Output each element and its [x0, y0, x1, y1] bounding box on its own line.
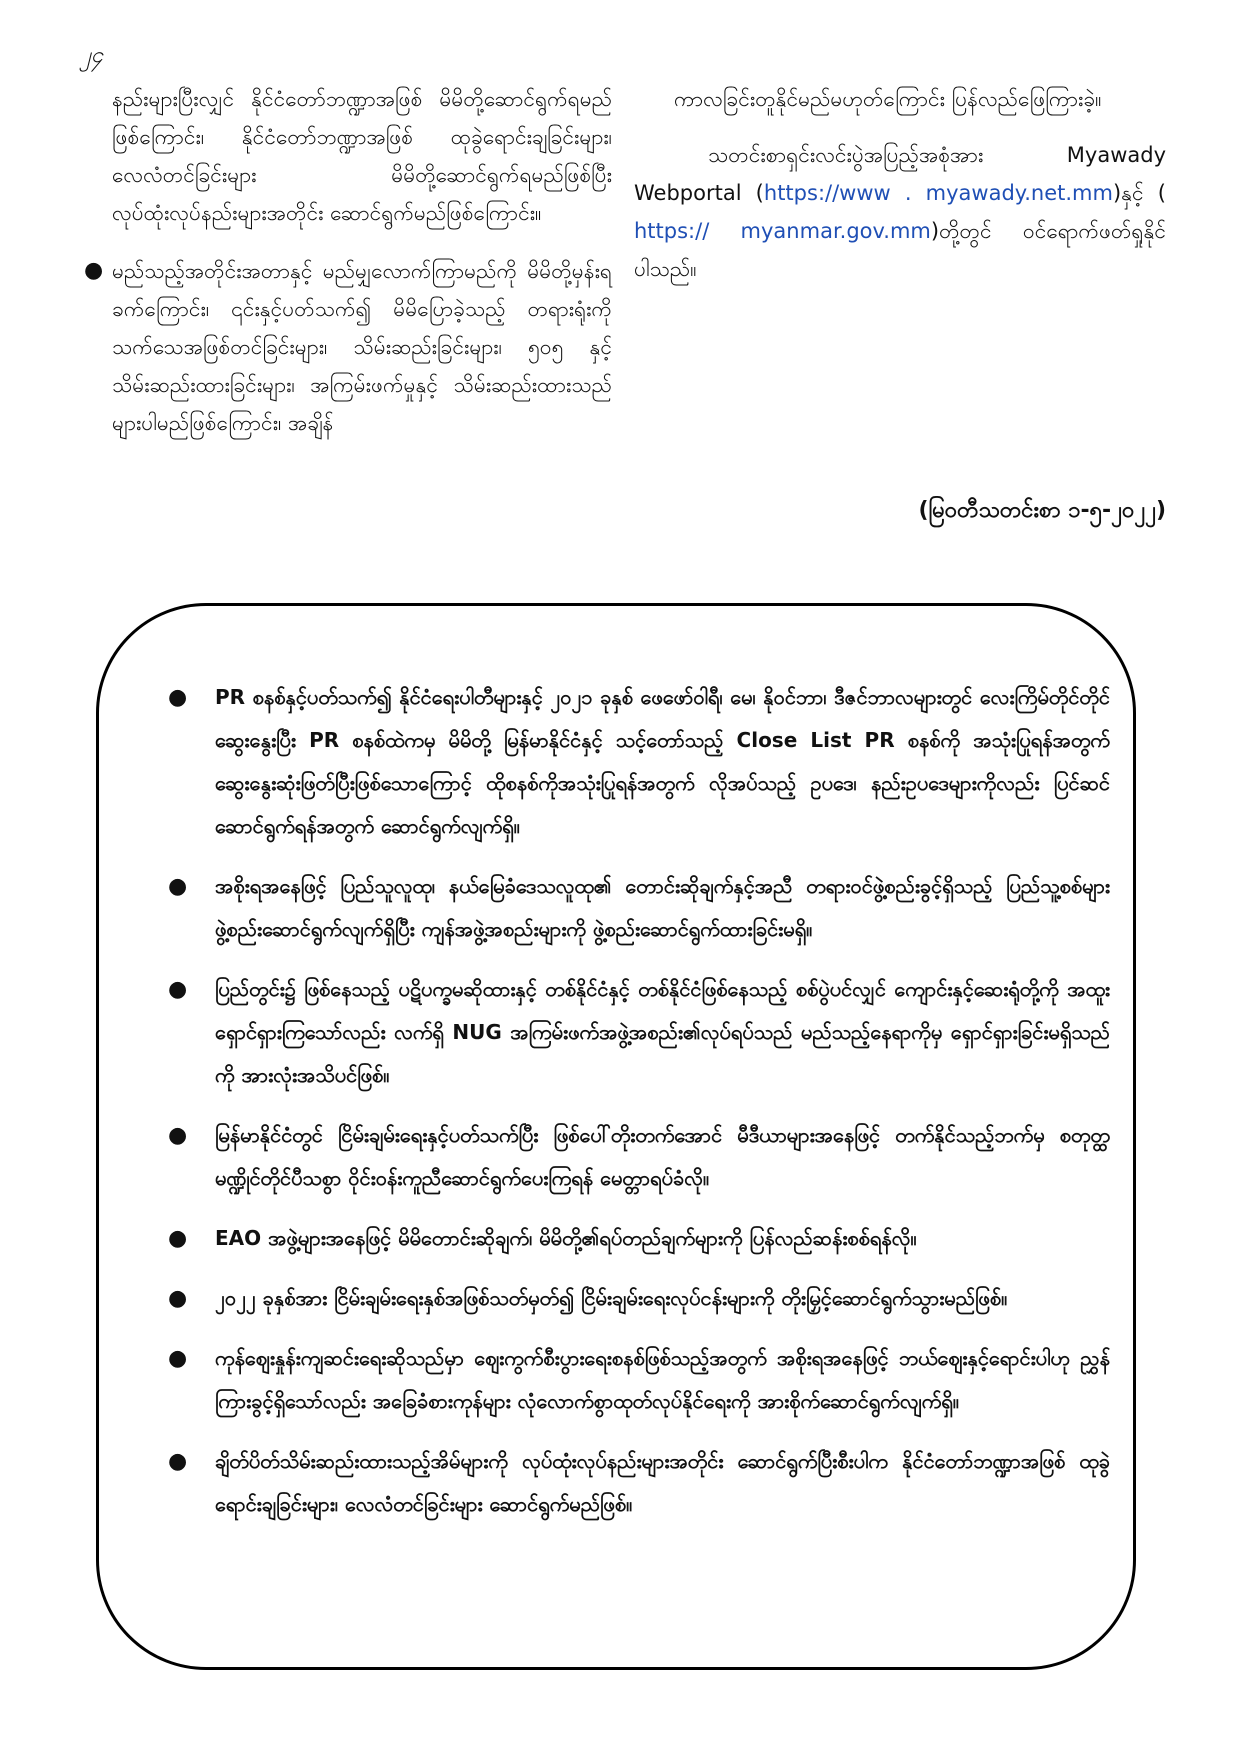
- list-item: [168, 968, 1110, 1097]
- summary-list: [168, 676, 1110, 1543]
- list-item: [84, 252, 612, 442]
- bullet-icon: ●: [168, 1123, 188, 1148]
- note-text: )တို့တွင် ဝင်ရောက်ဖတ်ရှုနိုင်ပါသည်။: [634, 219, 1166, 281]
- continued-paragraph-right: ကာလခြင်းတူနိုင်မည်မဟုတ်ကြောင်း ပြန်လည်ဖြေကြားခဲ့။: [674, 87, 1102, 111]
- list-item: [168, 1114, 1110, 1200]
- bullet-icon: ●: [168, 874, 188, 899]
- bullet-icon: ●: [168, 1226, 188, 1251]
- list-item: [168, 865, 1110, 951]
- list-item: [168, 676, 1110, 848]
- list-item-text: PR စနစ်နှင့်ပတ်သက်၍ နိုင်ငံရေးပါတီများနှင့် ၂၀၂၁ ခုနှစ် ဖေဖော်ဝါရီ၊ မေ၊ နိုဝင်ဘာ၊ ဒီဇင်ဘာလများတွင် လေးကြိမ်တိုင်တိုင်ဆွေးနွေးပြီး PR စနစ်ထဲကမှ မိမိတို့ မြန်မာနိုင်ငံနှင့် သင့်တော်သည့် Close List PR စနစ်ကို အသုံးပြုရန်အတွက် ဆွေးနွေးဆုံးဖြတ်ပြီးဖြစ်သောကြောင့် ထိုစနစ်ကိုအသုံးပြုရန်အတွက် လိုအပ်သည့် ဥပဒေ၊ နည်းဥပဒေများကိုလည်း ပြင်ဆင်ဆောင်ရွက်ရန်အတွက် ဆောင်ရွက်လျက်ရှိ။: [215, 685, 1110, 838]
- list-item-text: ပြည်တွင်း၌ ဖြစ်နေသည့် ပဋိပက္ခမဆိုထားနှင့် တစ်နိုင်ငံနှင့် တစ်နိုင်ငံဖြစ်နေသည့် စစ်ပွဲပင်လျှင် ကျောင်းနှင့်ဆေးရုံတို့ကို အထူးရှောင်ရှားကြသော်လည်း လက်ရှိ NUG အကြမ်းဖက်အဖွဲ့အစည်း၏လုပ်ရပ်သည် မည်သည့်နေရာကိုမှ ရှောင်ရှားခြင်းမရှိသည်ကို အားလုံးအသိပင်ဖြစ်။: [215, 977, 1110, 1087]
- list-item: [168, 1337, 1110, 1423]
- note-text: သတင်းစာရှင်းလင်းပွဲအပြည့်အစုံအား Myawady Webportal (: [634, 143, 1166, 205]
- webportal-note: [634, 136, 1166, 288]
- bullet-icon: ●: [168, 1449, 188, 1474]
- bullet-icon: ●: [168, 1346, 188, 1371]
- continued-paragraph: နည်းများပြီးလျှင် နိုင်ငံတော်ဘဏ္ဍာအဖြစ် မိမိတို့ဆောင်ရွက်ရမည်ဖြစ်ကြောင်း၊ နိုင်ငံတော်ဘဏ္ဍာအဖြစ် ထုခွဲရောင်းချခြင်းများ၊ လေလံတင်ခြင်းများ မိမိတို့ဆောင်ရွက်ရမည်ဖြစ်ပြီး လုပ်ထုံးလုပ်နည်းများအတိုင်း ဆောင်ရွက်မည်ဖြစ်ကြောင်း။: [112, 87, 612, 225]
- list-item: [168, 1277, 1110, 1320]
- bullet-icon: ●: [168, 685, 188, 710]
- page-number: ၂၄: [80, 43, 104, 68]
- list-item: [168, 1217, 1110, 1260]
- list-item-text: ချိတ်ပိတ်သိမ်းဆည်းထားသည့်အိမ်များကို လုပ်ထုံးလုပ်နည်းများအတိုင်း ဆောင်ရွက်ပြီးစီးပါက နိုင်ငံတော်ဘဏ္ဍာအဖြစ် ထုခွဲရောင်းချခြင်းများ၊ လေလံတင်ခြင်းများ ဆောင်ရွက်မည်ဖြစ်။: [215, 1449, 1110, 1516]
- list-item-text: ၂၀၂၂ ခုနှစ်အား ငြိမ်းချမ်းရေးနှစ်အဖြစ်သတ်မှတ်၍ ငြိမ်းချမ်းရေးလုပ်ငန်းများကို တိုးမြှင့်ဆောင်ရွက်သွားမည်ဖြစ်။: [215, 1286, 1008, 1310]
- note-text: )နှင့် (: [1112, 181, 1167, 205]
- left-column: [84, 80, 612, 442]
- bullet-icon: ●: [168, 977, 188, 1002]
- source-citation: (မြဝတီသတင်းစာ ၁-၅-၂၀၂၂): [918, 498, 1166, 523]
- bullet-icon: ●: [84, 258, 104, 283]
- list-item: [168, 1440, 1110, 1526]
- myawady-link[interactable]: https://www . myawady.net.mm: [763, 181, 1113, 205]
- myanmar-gov-link[interactable]: https:// myanmar.gov.mm: [634, 219, 931, 243]
- bullet-icon: ●: [168, 1286, 188, 1311]
- list-item-text: အစိုးရအနေဖြင့် ပြည်သူလူထု၊ နယ်မြေခံဒေသလူထု၏ တောင်းဆိုချက်နှင့်အညီ တရားဝင်ဖွဲ့စည်းခွင့်ရှိသည့် ပြည်သူ့စစ်များဖွဲ့စည်းဆောင်ရွက်လျက်ရှိပြီး ကျန်အဖွဲ့အစည်းများကို ဖွဲ့စည်းဆောင်ရွက်ထားခြင်းမရှိ။: [215, 874, 1110, 941]
- list-item-text: မြန်မာနိုင်ငံတွင် ငြိမ်းချမ်းရေးနှင့်ပတ်သက်ပြီး ဖြစ်ပေါ်တိုးတက်အောင် မီဒီယာများအနေဖြင့် တက်နိုင်သည့်ဘက်မှ စတုတ္ထမဏ္ဍိုင်တိုင်ပီသစွာ ဝိုင်းဝန်းကူညီဆောင်ရွက်ပေးကြရန် မေတ္တာရပ်ခံလို။: [215, 1123, 1110, 1190]
- list-item-text: မည်သည့်အတိုင်းအတာနှင့် မည်မျှလောက်ကြာမည်ကို မိမိတို့မှန်းရခက်ကြောင်း၊ ၎င်းနှင့်ပတ်သက်၍ မိမိပြောခဲ့သည့် တရားရုံးကိုသက်သေအဖြစ်တင်ခြင်းများ၊ သိမ်းဆည်းခြင်းများ၊ ၅၀၅ နှင့်သိမ်းဆည်းထားခြင်းများ၊ အကြမ်းဖက်မှုနှင့် သိမ်းဆည်းထားသည်များပါမည်ဖြစ်ကြောင်း၊ အချိန်: [112, 259, 612, 435]
- list-item-text: ကုန်ဈေးနှုန်းကျဆင်းရေးဆိုသည်မှာ ဈေးကွက်စီးပွားရေးစနစ်ဖြစ်သည့်အတွက် အစိုးရအနေဖြင့် ဘယ်ဈေးနှင့်ရောင်းပါဟု ညွှန်ကြားခွင့်ရှိသော်လည်း အခြေခံစားကုန်များ လုံလောက်စွာထုတ်လုပ်နိုင်ရေးကို အားစိုက်ဆောင်ရွက်လျက်ရှိ။: [215, 1346, 1110, 1413]
- right-column: [634, 80, 1166, 288]
- list-item-text: EAO အဖွဲ့များအနေဖြင့် မိမိတောင်းဆိုချက်၊ မိမိတို့၏ရပ်တည်ချက်များကို ပြန်လည်ဆန်းစစ်ရန်လို။: [215, 1226, 917, 1250]
